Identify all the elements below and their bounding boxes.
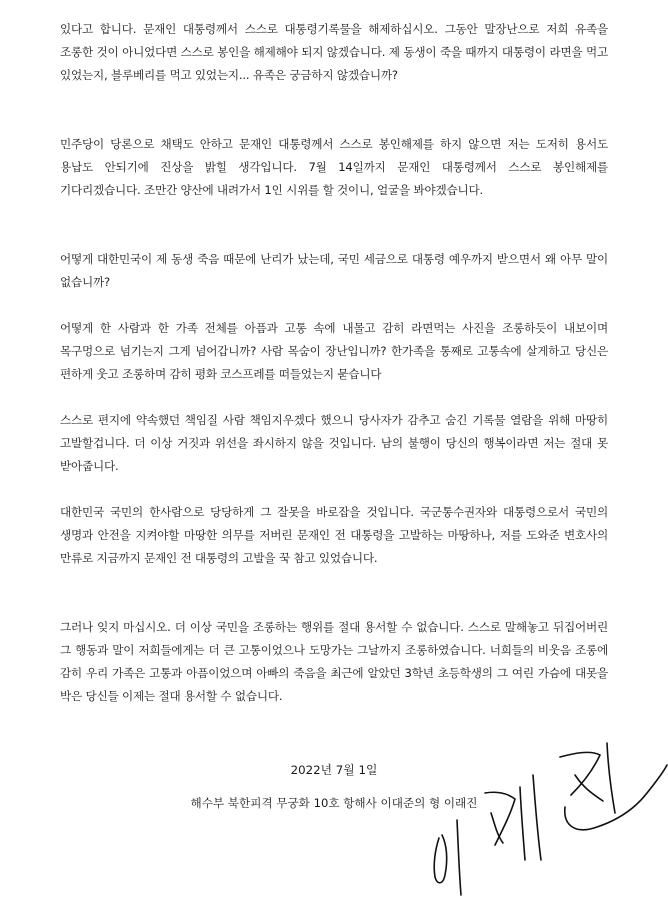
letter-paragraph-1: 있다고 합니다. 문재인 대통령께서 스스로 대통령기록물을 해제하십시오. 그동안 말장난으로 저희 유족을 조롱한 것이 아니었다면 스스로 봉인을 해제해야 되지 않겠습니다. 제 동생이 죽을 때까지 대통령이 라면을 먹고 있었는지, 블루베리를 먹고 있었는지... 유족은 궁금하지 않겠습니까? bbox=[60, 22, 608, 82]
letter-date: 2022년 7월 1일 bbox=[290, 763, 378, 777]
letter-paragraph-7: 그러나 잊지 마십시오. 더 이상 국민을 조롱하는 행위를 절대 용서할 수 없습니다. 스스로 말해놓고 뒤집어버린 그 행동과 말이 저희들에게는 더 큰 고통이었으나 도망가는 그날까지 조롱하였습니다. 너희들의 비웃음 조롱에 감히 우리 가족은 고통과 아픔이었으며 아빠의 죽음을 최근에 알았던 3학년 초등학생의 그 여린 가슴에 대못을 박은 당신들 이제는 절대 용서할 수 없습니다. bbox=[60, 620, 608, 703]
letter-paragraph-4: 어떻게 한 사람과 한 가족 전체를 아픔과 고통 속에 내몰고 감히 라면먹는 사진을 조롱하듯이 내보이며 목구멍으로 넘기는지 그게 넘어갑니까? 사람 목숨이 장난입니까? 한가족을 통째로 고통속에 살게하고 당신은 편하게 웃고 조롱하며 감히 평화 코스프레를 떠들었는지 묻습니다 bbox=[60, 321, 608, 381]
letter-author-line: 해수부 북한피격 무궁화 10호 항해사 이대준의 형 이래진 bbox=[190, 796, 478, 810]
handwritten-signature bbox=[425, 735, 668, 900]
letter-paragraph-3: 어떻게 대한민국이 제 동생 죽음 때문에 난리가 났는데, 국민 세금으로 대통령 예우까지 받으면서 왜 아무 말이 없습니까? bbox=[60, 252, 608, 289]
letter-paragraph-6: 대한민국 국민의 한사람으로 당당하게 그 잘못을 바로잡을 것입니다. 국군통수권자와 대통령으로서 국민의 생명과 안전을 지켜야할 마땅한 의무를 저버린 문재인 전 대통령을 고발하는 마땅하나, 저를 도와준 변호사의 만류로 지금까지 문재인 전 대통령의 고발을 꾹 참고 있었습니다. bbox=[60, 505, 608, 565]
letter-paragraph-2: 민주당이 당론으로 채택도 안하고 문재인 대통령께서 스스로 봉인해제를 하지 않으면 저는 도저히 용서도 용납도 안되기에 진상을 밝힐 생각입니다. 7월 14일까지 문재인 대통령께서 스스로 봉인해제를 기다리겠습니다. 조만간 양산에 내려가서 1인 시위를 할 것이니, 얼굴을 봐야겠습니다. bbox=[60, 137, 608, 197]
letter-paragraph-5: 스스로 편지에 약속했던 책임질 사람 책임지우겠다 했으니 당사자가 감추고 숨긴 기록물 열람을 위해 마땅히 고발할겁니다. 더 이상 거짓과 위선을 좌시하지 않을 것입니다. 남의 불행이 당신의 행복이라면 저는 절대 못 받아줍니다. bbox=[60, 413, 608, 473]
